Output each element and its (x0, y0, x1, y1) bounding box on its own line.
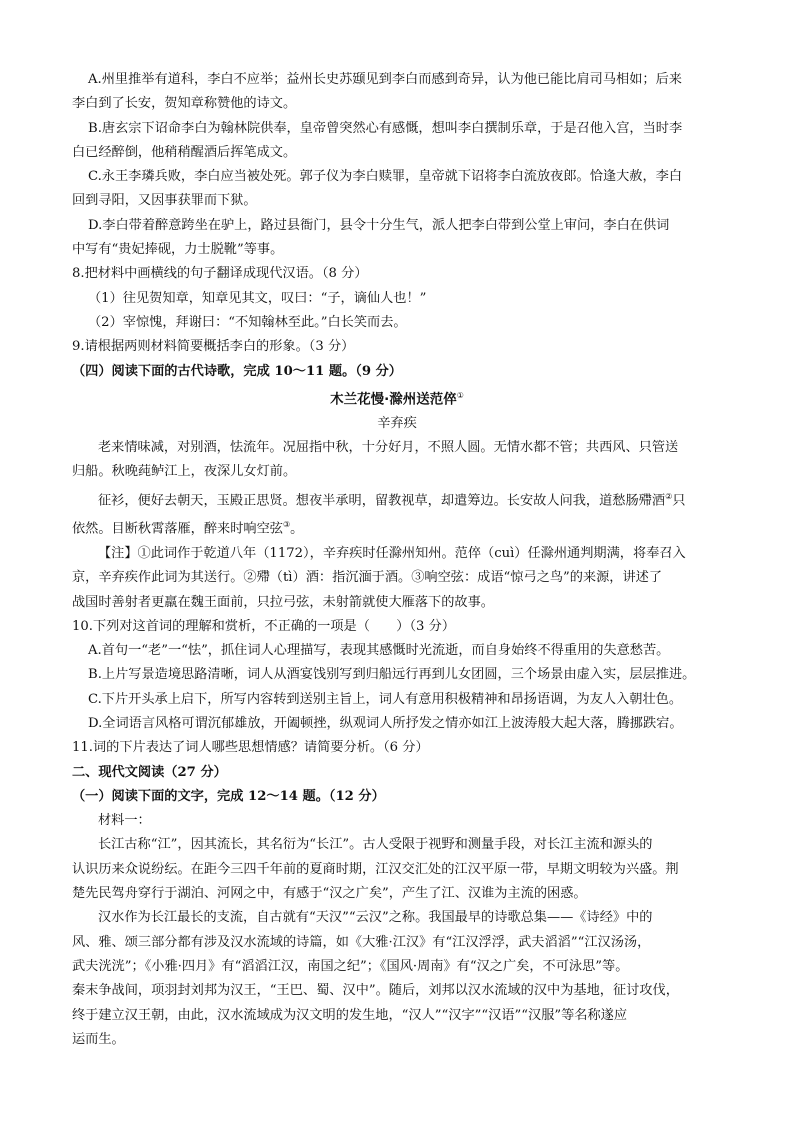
q7-option-b-line1: B.唐玄宗下诏命李白为翰林院供奉，皇帝曾突然心有感慨，想叫李白撰制乐章，于是召他入宫，当时李 (88, 120, 683, 136)
material-1-p1-line1: 长江古称“江”，因其流长，其名衍为“长江”。古人受限于视野和测量手段，对长江主流和源头的 (98, 837, 653, 853)
q8-title: 8.把材料中画横线的句子翻译成现代汉语。（8 分） (72, 266, 368, 282)
poem-title-note-mark: ① (456, 390, 464, 400)
poem-line-4 (72, 513, 722, 542)
q8-sentence-1: （1）往见贺知章，知章见其文，叹曰：“子，谪仙人也！” (88, 290, 427, 306)
poem-line-3-text: 征衫，便好去朝天，玉殿正思贤。想夜半承明，留教视草，却遣筹边。长安故人问我，道愁肠殢酒 (98, 492, 666, 508)
q9-title: 9.请根据两则材料简要概括李白的形象。（3 分） (72, 339, 355, 355)
q7-option-d-line2: 中写有“贵妃捧砚，力士脱靴”等事。 (72, 242, 284, 258)
poem-line-3-tail: 只 (672, 492, 686, 508)
exam-page (72, 68, 722, 1052)
part2-heading: 二、现代文阅读（27 分） (72, 764, 227, 780)
poem-note-line-3: 战国时善射者更羸在魏王面前，只拉弓弦，未射箭就使大雁落下的故事。 (72, 594, 494, 610)
poem-line-1: 老来情味减，对别酒，怯流年。况屈指中秋，十分好月，不照人圆。无情水都不管；共西风、只管送 (98, 439, 679, 455)
material-1-p2-line4: 秦末争战间，项羽封刘邦为汉王，“王巴、蜀、汉中”。随后，刘邦以汉水流域的汉中为基地，征讨攻伐， (72, 983, 679, 999)
q10-title: 10.下列对这首词的理解和赏析，不正确的一项是（ ）（3 分） (72, 618, 456, 634)
section4-heading: （四）阅读下面的古代诗歌，完成 10～11 题。（9 分） (72, 363, 402, 379)
material-1-p2-line1: 汉水作为长江最长的支流，自古就有“天汉”“云汉”之称。我国最早的诗歌总集——《诗经》中的 (98, 910, 653, 926)
poem-note-2-mark: ② (665, 491, 673, 501)
poem-line-4-text: 依然。目断秋霄落雁，醉来时响空弦 (72, 521, 283, 537)
material-1-p2-line2: 风、雅、颂三部分都有涉及汉水流域的诗篇，如《大雅·江汉》有“江汉浮浮，武夫滔滔”“江汉汤汤， (72, 934, 651, 950)
part2-subheading: （一）阅读下面的文字，完成 12～14 题。（12 分） (72, 788, 385, 804)
material-1-p1-line3: 楚先民驾舟穿行于湖泊、河网之中，有感于“汉之广矣”，产生了江、汉谁为主流的困惑。 (72, 886, 587, 902)
material-1-p2-line6: 运而生。 (72, 1031, 125, 1047)
q7-option-b-line2: 白已经醉倒，他稍稍醒酒后挥笔成文。 (72, 144, 297, 160)
poem-note-3-mark: ③ (283, 520, 291, 530)
material-1-p2-line3: 武夫洸洸”；《小雅·四月》有“滔滔江汉，南国之纪”；《国风·周南》有“汉之广矣，不可泳思”等。 (72, 958, 629, 974)
material-1-label: 材料一： (98, 813, 151, 829)
q8-sentence-2: （2）宰惊愧，拜谢曰：“不知翰林至此。”白长笑而去。 (88, 314, 407, 330)
q10-option-c: C.下片开头承上启下，所写内容转到送别主旨上，词人有意用积极精神和昂扬语调，为友人入朝壮色。 (88, 691, 683, 707)
q7-option-a-line1: A.州里推举有道科，李白不应举；益州长史苏颋见到李白而感到奇异，认为他已能比肩司马相如；后来 (88, 72, 682, 87)
q7-option-c-line2: 回到寻阳，又因事获罪而下狱。 (72, 193, 257, 209)
poem-line-2: 归船。秋晚莼鲈江上，夜深儿女灯前。 (72, 464, 297, 480)
q7-option-c-line1: C.永王李璘兵败，李白应当被处死。郭子仪为李白赎罪，皇帝就下诏将李白流放夜郎。恰逢大赦，李白 (88, 169, 683, 185)
poem-title (72, 384, 722, 412)
q10-option-a: A.首句一“老”一“怯”，抓住词人心理描写，表现其感慨时光流逝，而自身始终不得重用的失意愁苦。 (88, 643, 670, 659)
q7-option-a-line2: 李白到了长安，贺知章称赞他的诗文。 (72, 96, 297, 112)
poem-line-3 (72, 485, 722, 514)
poem-author: 辛弃疾 (377, 415, 417, 431)
q10-option-b: B.上片写景造境思路清晰，词人从酒宴饯别写到归船远行再到儿女团圆，三个场景由虚入实，层层推进。 (88, 667, 696, 683)
poem-note-line-2: 京，辛弃疾作此词为其送行。②殢（tì）酒：指沉湎于酒。③响空弦：成语“惊弓之鸟”的来源，讲述了 (72, 570, 663, 586)
q7-option-d-line1: D.李白带着醉意跨坐在驴上，路过县衙门，县令十分生气，派人把李白带到公堂上审问，李白在供词 (88, 217, 670, 233)
poem-note-line-1: 【注】①此词作于乾道八年（1172），辛弃疾时任滁州知州。范倅（cuì）任滁州通判期满，将奉召入 (98, 545, 686, 561)
q11-title: 11.词的下片表达了词人哪些思想情感？请简要分析。（6 分） (72, 740, 429, 756)
poem-line-4-tail: 。 (290, 521, 304, 537)
q10-option-d: D.全词语言风格可谓沉郁雄放，开阖顿挫，纵观词人所抒发之情亦如江上波涛般大起大落，腾挪跌宕。 (88, 716, 683, 731)
material-1-p2-line5: 终于建立汉王朝，由此，汉水流域成为汉文明的发生地，“汉人”“汉字”“汉语”“汉服”等名称遂应 (72, 1007, 628, 1023)
material-1-p1-line2: 认识历来众说纷纭。在距今三四千年前的夏商时期，江汉交汇处的江汉平原一带，早期文明较为兴盛。荆 (72, 861, 679, 877)
poem-title-text: 木兰花慢·滁州送范倅 (330, 391, 457, 408)
